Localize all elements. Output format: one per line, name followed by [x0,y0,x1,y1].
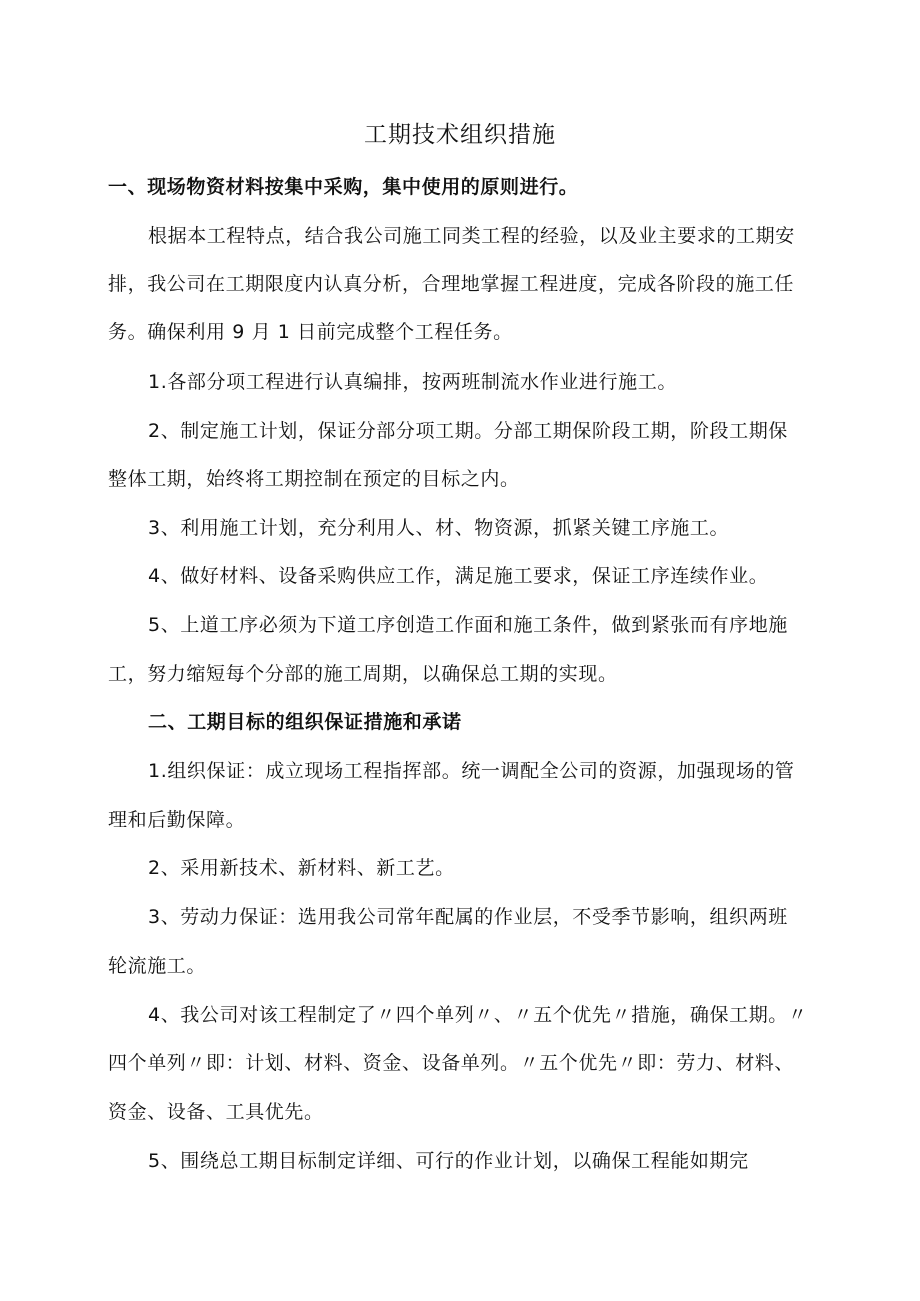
section-1-item-3: 3、利用施工计划，充分利用人、材、物资源，抓紧关键工序施工。 [148,517,730,539]
section-2-item-1-line-2: 理和后勤保障。 [108,809,246,831]
section-2-item-3-line-2: 轮流施工。 [108,955,207,977]
section-2-heading: 二、工期目标的组织保证措施和承诺 [148,711,462,733]
section-1-item-4: 4、做好材料、设备采购供应工作，满足施工要求，保证工序连续作业。 [148,565,769,587]
section-1-item-2-line-1: 2、制定施工计划，保证分部分项工期。分部工期保阶段工期，阶段工期保 [148,420,788,442]
section-1-item-2-line-2: 整体工期，始终将工期控制在预定的目标之内。 [108,468,520,490]
section-1-heading: 一、现场物资材料按集中采购，集中使用的原则进行。 [108,176,579,198]
section-1-item-1: 1.各部分项工程进行认真编排，按两班制流水作业进行施工。 [148,371,677,393]
section-1-intro-line-3: 务。确保利用 9 月 1 日前完成整个工程任务。 [108,321,513,343]
section-1-item-5-line-1: 5、上道工序必须为下道工序创造工作面和施工条件，做到紧张而有序地施 [148,614,788,636]
section-2-item-1-line-1: 1.组织保证：成立现场工程指挥部。统一调配全公司的资源，加强现场的管 [148,760,795,782]
section-1-item-5-line-2: 工，努力缩短每个分部的施工周期，以确保总工期的实现。 [108,663,618,685]
section-2-item-2: 2、采用新技术、新材料、新工艺。 [148,857,455,879]
section-2-item-4-line-1: 4、我公司对该工程制定了〃四个单列〃、〃五个优先〃措施，确保工期。〃 [148,1004,808,1026]
document-title: 工期技术组织措施 [364,122,556,148]
section-2-item-4-line-2: 四个单列〃即：计划、材料、资金、设备单列。〃五个优先〃即：劳力、材料、 [108,1052,795,1074]
section-2-item-4-line-3: 资金、设备、工具优先。 [108,1101,324,1123]
section-1-intro-line-1: 根据本工程特点，结合我公司施工同类工程的经验，以及业主要求的工期安 [148,225,795,247]
section-2-item-5-line-1: 5、围绕总工期目标制定详细、可行的作业计划，以确保工程能如期完 [148,1150,749,1172]
section-2-item-3-line-1: 3、劳动力保证：选用我公司常年配属的作业层，不受季节影响，组织两班 [148,906,788,928]
section-1-intro-line-2: 排，我公司在工期限度内认真分析，合理地掌握工程进度，完成各阶段的施工任 [108,273,795,295]
